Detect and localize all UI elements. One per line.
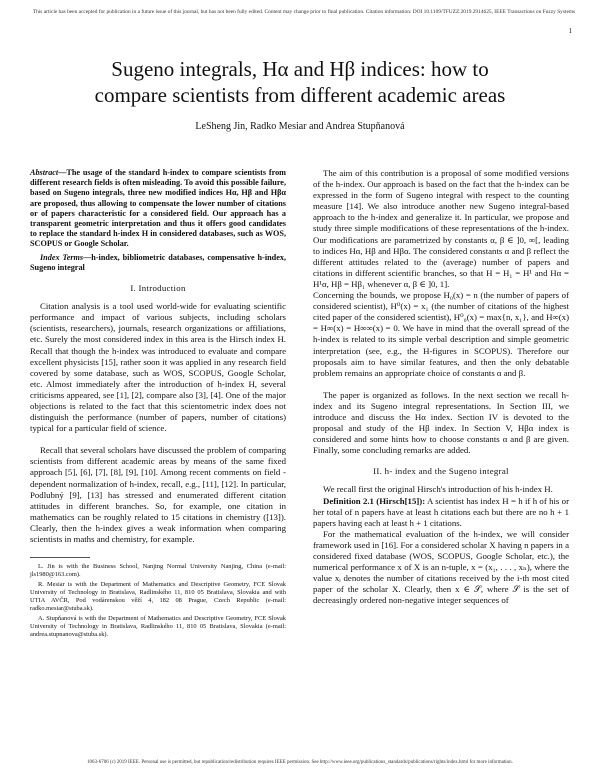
index-terms bbox=[30, 253, 286, 273]
framework-paragraph: For the mathematical evaluation of the h-index, we will consider framework used in [16]. For a considered scholar X having n papers in a considered fixed database (WOS, SCOPUS, Google Scholar, etc.), the numerical performance x of X is an n-tuple, x = (x₁, . . . , xₙ), where the value xᵢ denotes the number of citations received by the i-th most cited paper of the scholar X. Clearly, then x ∈ 𝒮, where 𝒮 is the set of decreasingly ordered non-negative integer sequences of bbox=[313, 528, 569, 606]
authors: LeSheng Jin, Radko Mesiar and Andrea Stupňanová bbox=[195, 121, 405, 132]
bounds-paragraph: Concerning the bounds, we propose H₀(x) = n (the number of papers of considered scientist), H⁰(x) = x₁ (the number of citations of the highest cited paper of the considered scientist), H⁰₀(x) = max{n, x₁}, and H∞(x) = H∞(x) = H∞∞(x) = 0. We have in mind that the overall spread of the h-index is related to its simple verbal description and simple geometric interpretation (see, e.g., the H-figures in SCOPUS). Therefore our proposals aim to have similar features, and then the only debatable problem remains an appropriate choice of constants α and β. bbox=[313, 290, 569, 378]
footnote-stupnanova: A. Stupňanová is with the Department of Mathematics and Descriptive Geometry, FCE Slovak University of Technology in Bratislava, Radlinského 11, 810 05 Bratislava, Slovakia (e-mail: andrea.stupnanova@stuba.sk). bbox=[30, 615, 286, 639]
footnote-jin: L. Jin is with the Business School, Nanjing Normal University Nanjing, China (e-mail: jls1980@163.com). bbox=[30, 563, 286, 579]
paper-title bbox=[40, 56, 560, 108]
definition-label: Definition 2.1 (Hirsch[15]): bbox=[323, 495, 426, 506]
right-column bbox=[313, 168, 569, 606]
intro-paragraph-1: Citation analysis is a tool used world-wide for evaluating scientific performance and impact of various subjects, including scholars (scientists, researchers), journals, research organizations or affiliations, etc. Surely the most considered index in this area is the Hirsch index H. Recall that though the h-index was introduced to evaluate and compare excellent physicists [15], rather soon it was applied in any research field covered by some database, such as WOS, SCOPUS, Google Scholar, etc. Almost immediately after the introduction of h-index H, several criticisms appeared, see [1], [2], compare also [3], [4]. One of the major objections is related to the fact that this scientometric index does not distinguish the performance (number of papers, number of citations) typical for a particular field of science. bbox=[30, 301, 286, 434]
left-column bbox=[30, 168, 286, 641]
definition-2-1 bbox=[313, 496, 569, 529]
definition-text: A scientist has index H = h if h of his or her total of n papers have at least h citations each but there are no h + 1 papers having each at least h + 1 citations. bbox=[313, 495, 570, 528]
abstract-label: Abstract bbox=[30, 168, 59, 177]
footnote-mesiar: R. Mesiar is with the Department of Mathematics and Descriptive Geometry, FCE Slovak University of Technology in Bratislava, Radlinského 11, 810 05 Bratislava, Slovakia and with UTIA AVČR, Pod vodárenskou věží 4, 182 08 Prague, Czech Republic (e-mail: radko.mesiar@stuba.sk). bbox=[30, 581, 286, 613]
copyright-notice: 1063-6706 (c) 2019 IEEE. Personal use is permitted, but republication/redistribution requires IEEE permission. See http://www.ieee.org/publications_standards/publications/rights/index.html for more information. bbox=[87, 760, 513, 765]
publication-notice: This article has been accepted for publication in a future issue of this journal, but has not been fully edited. Content may change prior to final publication. Citation information: DOI 10.1109/TFUZZ.2019.2914625, IEEE Transactions on Fuzzy Systems bbox=[32, 9, 576, 15]
section-heading-h-index: II. h- index and the Sugeno integral bbox=[373, 466, 509, 477]
abstract-text: —The usage of the standard h-index to compare scientists from different research fields is often misleading. To avoid this possible failure, based on Sugeno integrals, three new modified indices Hα, Hβ and Hβα are proposed, thus allowing to compensate the lower number of citations or of papers characteristic for a considered field. Our approach has a transparent geometric interpretation and thus it offers good candidates to replace the standard h-index H in considered databases, such as WOS, SCOPUS or Google Scholar. bbox=[30, 168, 286, 249]
hirsch-intro-paragraph: We recall first the original Hirsch's introduction of his h-index H. bbox=[323, 484, 553, 495]
intro-paragraph-2: Recall that several scholars have discussed the problem of comparing scientists from different academic areas by means of the same fixed approach [5], [6], [7], [8], [9], [10]. Among recent comments on field - dependent normalization of h-index, recall, e.g., [11], [12]. In particular, Podlubný [9], [13] has stressed and enumerated different citation attitudes in different branches. So, for example, one citation in mathematics can be roughly related to 15 citations in chemistry ([13]). Clearly, then the h-index gives a weak information when comparing scientists in maths and chemistry, for example. bbox=[30, 445, 286, 544]
organization-paragraph: The paper is organized as follows. In the next section we recall h-index and its Sugeno integral representations. In Section III, we introduce and discuss the Hα index. Section IV is devoted to the proposal and study of the Hβ index. In Section V, Hβα index is considered and some hints how to choose constants α and β are given. Finally, some concluding remarks are added. bbox=[313, 389, 569, 456]
index-terms-text: —h-index, bibliometric databases, compensative h-index, Sugeno integral bbox=[30, 252, 286, 272]
title-line-2: compare scientists from different academic areas bbox=[94, 83, 506, 107]
index-terms-label: Index Terms bbox=[40, 252, 84, 262]
page-number: 1 bbox=[568, 27, 572, 35]
aim-paragraph: The aim of this contribution is a proposal of some modified versions of the h-index. Our approach is based on the fact that the h-index can be expressed in the form of Sugeno integral with respect to the counting measure [14]. We also introduce another new Sugeno integral-based approach to the h-index and generalize it. In particular, we propose and study three simple modifications of these representations of the h-index. Our modifications are parametrized by constants α, β ∈ ]0, ∞[, leading to indices Hα, Hβ and Hβα. The considered constants α and β reflect the different attitudes related to the (average) number of papers and citations in different scientific branches, so that H = H₁ = H¹ and Hα = H¹α, Hβ = Hβ₁ whenever α, β ∈ ]0, 1]. bbox=[313, 168, 569, 289]
section-heading-introduction: I. Introduction bbox=[130, 283, 186, 294]
abstract bbox=[30, 168, 286, 250]
footnote-rule bbox=[30, 557, 90, 558]
title-line-1: Sugeno integrals, Hα and Hβ indices: how to bbox=[111, 57, 489, 81]
